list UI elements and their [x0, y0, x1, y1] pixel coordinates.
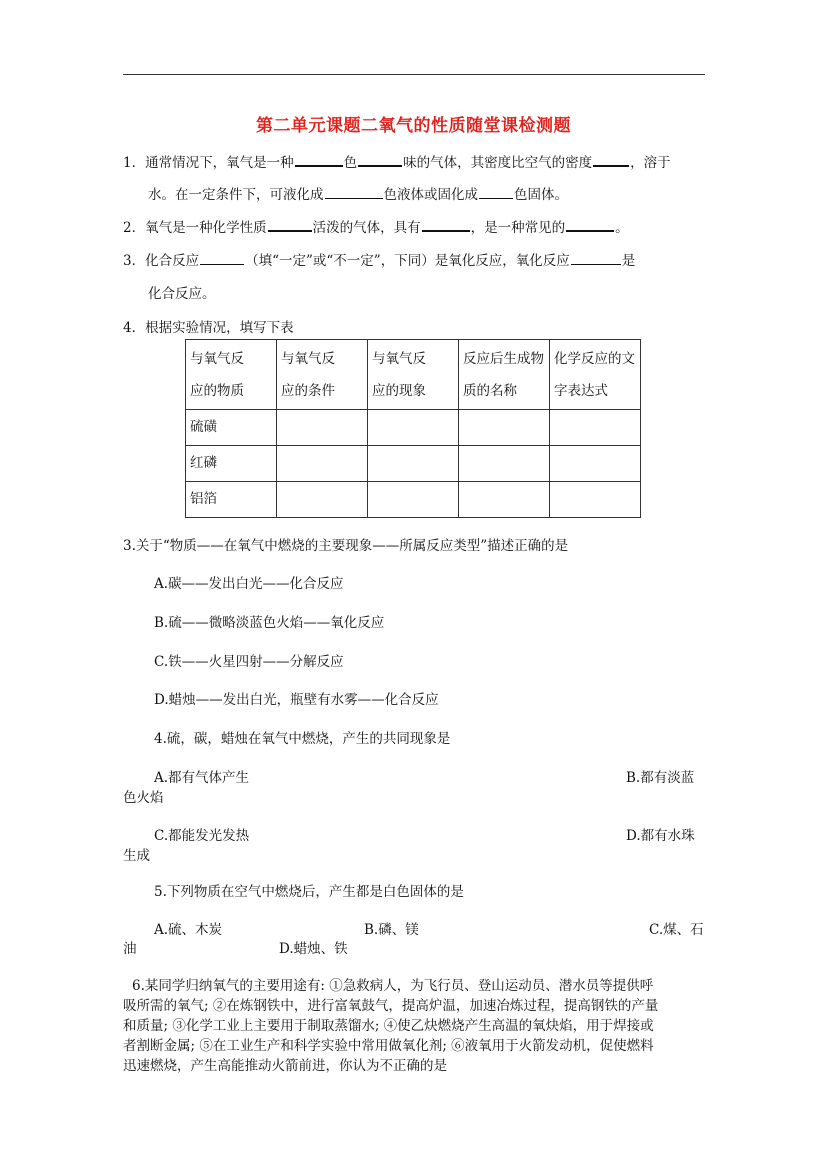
table-row [186, 446, 641, 482]
mc3-option-b[interactable]: B.硫——微略淡蓝色火焰——氧化反应 [154, 615, 385, 631]
header-cell [277, 340, 368, 410]
header-text: 与氧气反 [190, 351, 244, 367]
answer-cell[interactable] [459, 482, 550, 518]
mc6-line1: 6.某同学归纳氧气的主要用途有: ①急救病人，为飞行员、登山运动员、潜水员等提供呼 [132, 978, 654, 994]
q1-text-f: 色液体或固化成 [383, 187, 478, 203]
header-text: 应的物质 [190, 383, 244, 399]
mc3-option-a[interactable]: A.碳——发出白光——化合反应 [154, 576, 344, 592]
mc6-line4: 者割断金属; ⑤在工业生产和科学实验中常用做氧化剂; ⑥液氧用于火箭发动机，促使燃料 [123, 1038, 654, 1054]
mc4-option-d[interactable]: D.都有水珠 [626, 828, 695, 844]
answer-cell[interactable] [368, 482, 459, 518]
answer-cell[interactable] [277, 482, 368, 518]
q1-text-d: ，溶于 [630, 155, 671, 171]
q1-line2 [148, 183, 568, 203]
q1-text-e: 水。在一定条件下，可液化成 [148, 187, 324, 203]
mc5-option-c-wrap: 油 [123, 941, 137, 957]
header-cell [368, 340, 459, 410]
page-title: 第二单元课题二氧气的性质随堂课检测题 [256, 116, 571, 136]
row-label: 铝箔 [186, 482, 277, 518]
mc4-option-b-wrap: 色火焰 [123, 790, 164, 806]
q1-text-b: 色 [343, 155, 358, 171]
q1-blank-solid[interactable] [479, 184, 513, 199]
q2-blank-1[interactable] [268, 216, 312, 232]
q1-blank-smell[interactable] [358, 151, 402, 167]
mc4-option-a[interactable]: A.都有气体产生 [154, 770, 250, 786]
header-text: 反应后生成物 [463, 351, 544, 367]
header-text: 与氧气反 [281, 351, 335, 367]
mc4-stem: 4.硫，碳，蜡烛在氧气中燃烧，产生的共同现象是 [154, 731, 451, 747]
header-rule [123, 74, 705, 75]
mc3-stem: 3.关于“物质——在氧气中燃烧的主要现象——所属反应类型”描述正确的是 [123, 538, 569, 554]
mc4-option-b[interactable]: B.都有淡蓝 [626, 770, 695, 786]
q3-line2: 化合反应。 [148, 286, 216, 302]
answer-cell[interactable] [550, 446, 641, 482]
header-text: 质的名称 [463, 383, 517, 399]
table-row [186, 482, 641, 518]
q2-line [123, 216, 629, 236]
mc5-option-d[interactable]: D.蜡烛、铁 [279, 941, 348, 957]
answer-cell[interactable] [368, 410, 459, 446]
q1-text-c: 味的气体，其密度比空气的密度 [403, 155, 593, 171]
header-text: 化学反应的文 [554, 351, 635, 367]
mc6-line2: 吸所需的氧气; ②在炼钢铁中，进行富氧鼓气，提高炉温，加速冶炼过程，提高钢铁的产量 [123, 998, 659, 1014]
answer-cell[interactable] [277, 446, 368, 482]
q2-blank-3[interactable] [566, 216, 614, 232]
q3-blank-2[interactable] [571, 250, 621, 265]
table-header-row [186, 340, 641, 410]
mc3-option-c[interactable]: C.铁——火星四射——分解反应 [154, 654, 344, 670]
row-label: 红磷 [186, 446, 277, 482]
answer-cell[interactable] [550, 410, 641, 446]
q3-line1 [123, 249, 635, 269]
q4-label: 4．根据实验情况，填写下表 [123, 320, 294, 336]
q3-blank-1[interactable] [200, 250, 244, 265]
header-text: 应的条件 [281, 383, 335, 399]
mc5-option-b[interactable]: B.磷、镁 [364, 922, 419, 938]
experiment-table [185, 339, 641, 518]
q1-line1 [123, 151, 671, 171]
mc6-line3: 和质量; ③化学工业上主要用于制取蒸馏水; ④使乙炔燃烧产生高温的氧炔焰，用于焊接或 [123, 1018, 654, 1034]
header-cell [459, 340, 550, 410]
q1-blank-liquid[interactable] [325, 184, 383, 199]
q2-blank-2[interactable] [422, 216, 470, 232]
mc5-stem: 5.下列物质在空气中燃烧后，产生都是白色固体的是 [154, 884, 464, 900]
mc5-option-c[interactable]: C.煤、石 [649, 922, 704, 938]
answer-cell[interactable] [550, 482, 641, 518]
answer-cell[interactable] [277, 410, 368, 446]
answer-cell[interactable] [459, 410, 550, 446]
q1-blank-color[interactable] [295, 151, 343, 167]
mc4-option-d-wrap: 生成 [123, 848, 150, 864]
header-text: 应的现象 [372, 383, 426, 399]
answer-cell[interactable] [459, 446, 550, 482]
answer-cell[interactable] [368, 446, 459, 482]
mc4-option-c[interactable]: C.都能发光发热 [154, 828, 250, 844]
table-row [186, 410, 641, 446]
q3-text-c: 是 [621, 253, 636, 269]
q1-text-g: 色固体。 [514, 187, 568, 203]
row-label: 硫磺 [186, 410, 277, 446]
q2-text-a: 2．氧气是一种化学性质 [123, 220, 267, 236]
q2-text-d: 。 [615, 220, 629, 236]
header-cell [186, 340, 277, 410]
header-text: 字表达式 [554, 383, 608, 399]
mc5-option-a[interactable]: A.硫、木炭 [154, 922, 223, 938]
mc6-line5: 迅速燃烧，产生高能推动火箭前进，你认为不正确的是 [123, 1058, 447, 1074]
q1-text-a: 1．通常情况下，氧气是一种 [123, 155, 294, 171]
q2-text-c: ，是一种常见的 [470, 220, 566, 236]
mc3-option-d[interactable]: D.蜡烛——发出白光，瓶壁有水雾——化合反应 [154, 692, 439, 708]
q2-text-b: 活泼的气体，具有 [312, 220, 421, 236]
header-cell [550, 340, 641, 410]
header-text: 与氧气反 [372, 351, 426, 367]
q3-text-b: （填“一定”或“不一定”，下同）是氧化反应，氧化反应 [245, 253, 570, 269]
q3-text-a: 3．化合反应 [123, 253, 200, 269]
q1-blank-density[interactable] [593, 151, 629, 167]
